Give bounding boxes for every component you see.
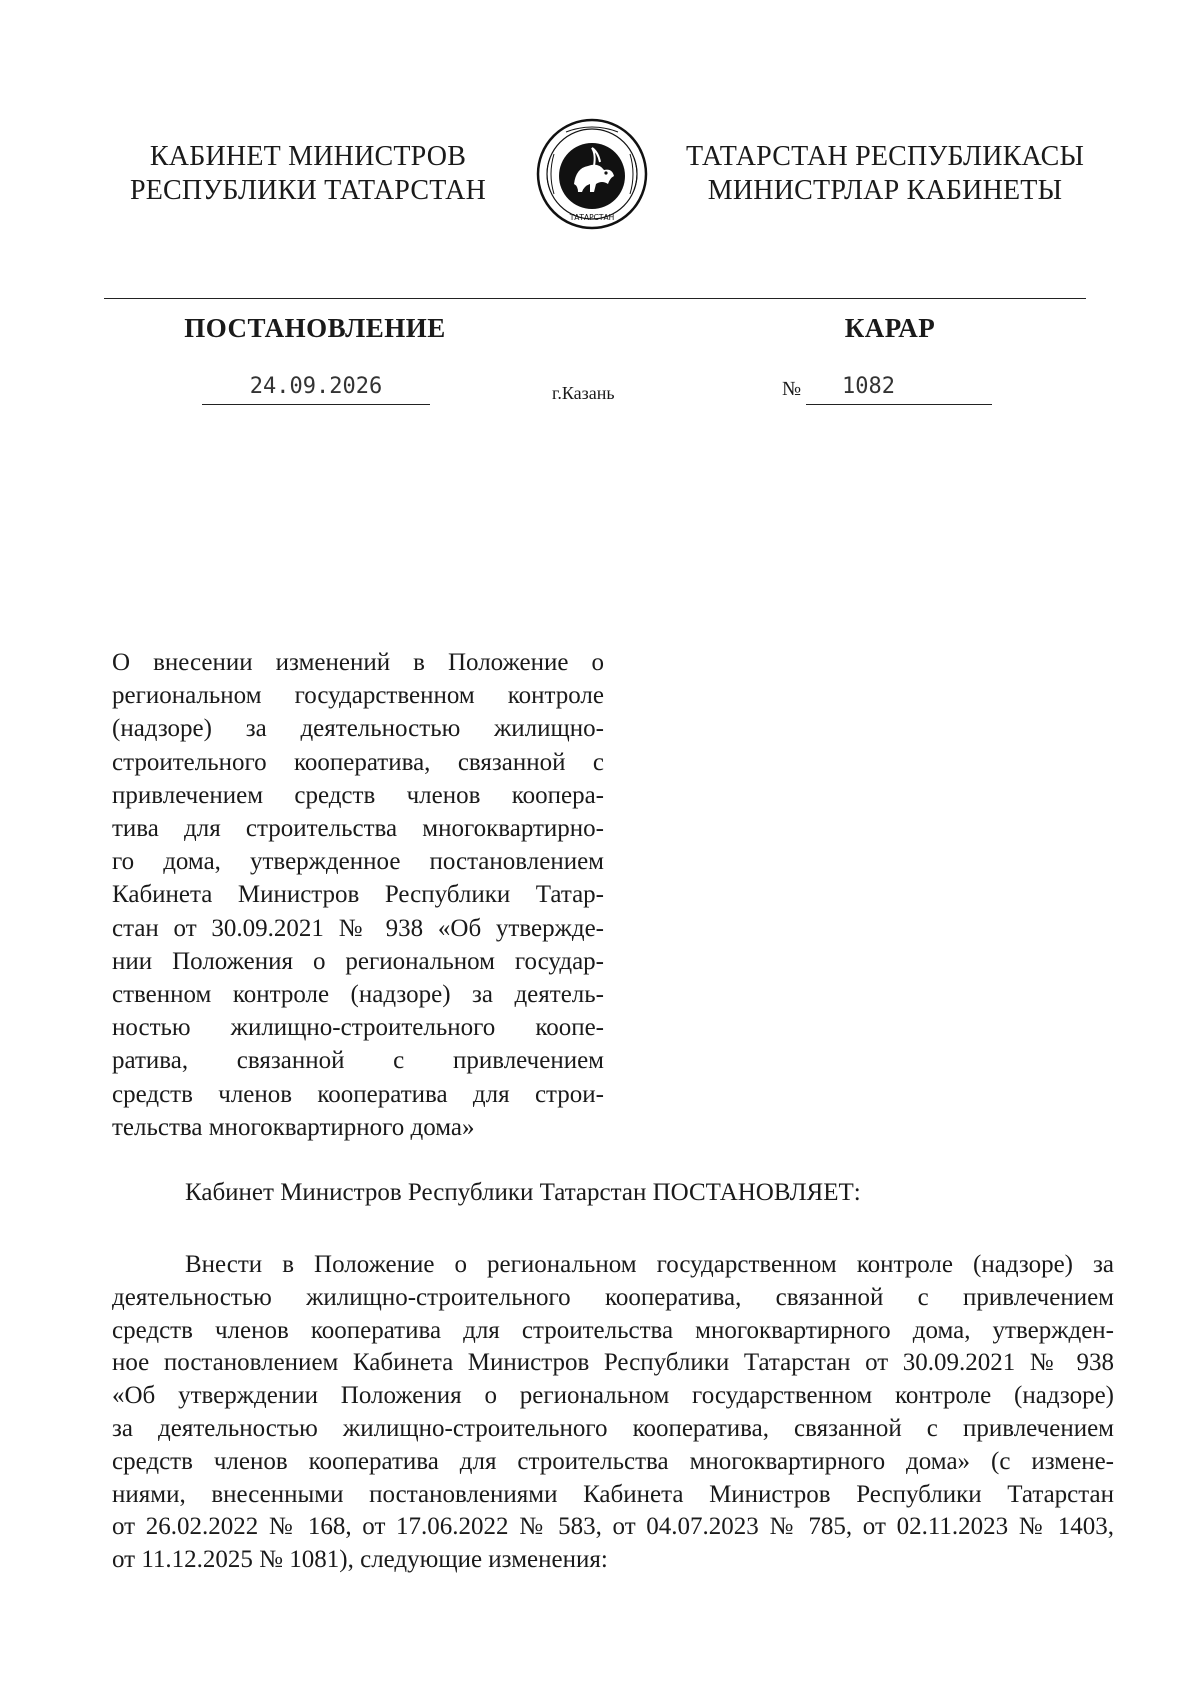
issuer-russian-line-2: РЕСПУБЛИКИ ТАТАРСТАН bbox=[129, 175, 487, 206]
issuer-tatar-line-2: МИНИСТРЛАР КАБИНЕТЫ bbox=[707, 175, 1063, 206]
body-line: от 26.02.2022 № 168, от 17.06.2022 № 583, от 04.07.2023 № 785, от 02.11.2023 № 1403, bbox=[112, 1513, 1114, 1541]
subject-line: средств членов кооператива для строи- bbox=[112, 1080, 604, 1108]
body-paragraph bbox=[112, 1249, 1114, 1577]
doc-type-russian: ПОСТАНОВЛЕНИЕ bbox=[184, 313, 446, 343]
header-divider bbox=[104, 298, 1086, 299]
body-line: ниями, внесенными постановлениями Кабинета Министров Республики Татарстан bbox=[112, 1480, 1114, 1508]
decree-statement: Кабинет Министров Республики Татарстан ПОСТАНОВЛЯЕТ: bbox=[185, 1179, 861, 1206]
body-line: средств членов кооператива для строительства многоквартирного дома, утвержден- bbox=[112, 1316, 1114, 1344]
document-city: г.Казань bbox=[552, 383, 615, 403]
subject-line: О внесении изменений в Положение о bbox=[112, 649, 604, 676]
body-line: средств членов кооператива для строительства многоквартирного дома» (с измене- bbox=[112, 1447, 1114, 1475]
document-number: 1082 bbox=[842, 374, 895, 399]
document-number-field bbox=[806, 370, 992, 405]
subject-line: тельства многоквартирного дома» bbox=[112, 1113, 475, 1141]
body-line: за деятельностью жилищно-строительного кооператива, связанной с привлечением bbox=[112, 1414, 1114, 1442]
subject-line: (надзоре) за деятельностью жилищно- bbox=[112, 715, 604, 743]
body-line: Внести в Положение о региональном государственном контроле (надзоре) за bbox=[185, 1251, 1114, 1278]
subject-line: Кабинета Министров Республики Татар- bbox=[112, 881, 604, 909]
body-line: от 11.12.2025 № 1081), следующие изменения: bbox=[112, 1546, 608, 1574]
subject-line: го дома, утвержденное постановлением bbox=[112, 848, 604, 876]
subject-line: ратива, связанной с привлечением bbox=[112, 1047, 604, 1075]
body-line: «Об утверждении Положения о региональном государственном контроле (надзоре) bbox=[112, 1382, 1114, 1410]
number-sign: № bbox=[782, 378, 802, 400]
subject-line: нии Положения о региональном государ- bbox=[112, 947, 604, 975]
body-line: ное постановлением Кабинета Министров Республики Татарстан от 30.09.2021 № 938 bbox=[112, 1349, 1114, 1377]
tatarstan-coat-of-arms-icon bbox=[536, 118, 648, 230]
document-subject bbox=[112, 646, 604, 1144]
subject-line: тива для строительства многоквартирно- bbox=[112, 815, 604, 843]
issuer-russian bbox=[122, 140, 494, 208]
subject-line: ностью жилищно-строительного коопе- bbox=[112, 1014, 604, 1042]
subject-line: ственном контроле (надзоре) за деятель- bbox=[112, 981, 604, 1009]
subject-line: привлечением средств членов коопера- bbox=[112, 781, 604, 809]
emblem-caption: ТАТАРСТАН bbox=[569, 213, 615, 222]
subject-line: стан от 30.09.2021 № 938 «Об утвержде- bbox=[112, 914, 604, 942]
issuer-russian-line-1: КАБИНЕТ МИНИСТРОВ bbox=[149, 141, 467, 172]
subject-line: региональном государственном контроле bbox=[112, 682, 604, 710]
issuer-tatar bbox=[680, 140, 1090, 208]
body-line: деятельностью жилищно-строительного кооператива, связанной с привлечением bbox=[112, 1283, 1114, 1311]
document-date: 24.09.2026 bbox=[202, 370, 430, 405]
subject-line: строительного кооператива, связанной с bbox=[112, 748, 604, 776]
issuer-tatar-line-1: ТАТАРСТАН РЕСПУБЛИКАСЫ bbox=[685, 141, 1085, 172]
doc-type-tatar: КАРАР bbox=[844, 313, 936, 343]
